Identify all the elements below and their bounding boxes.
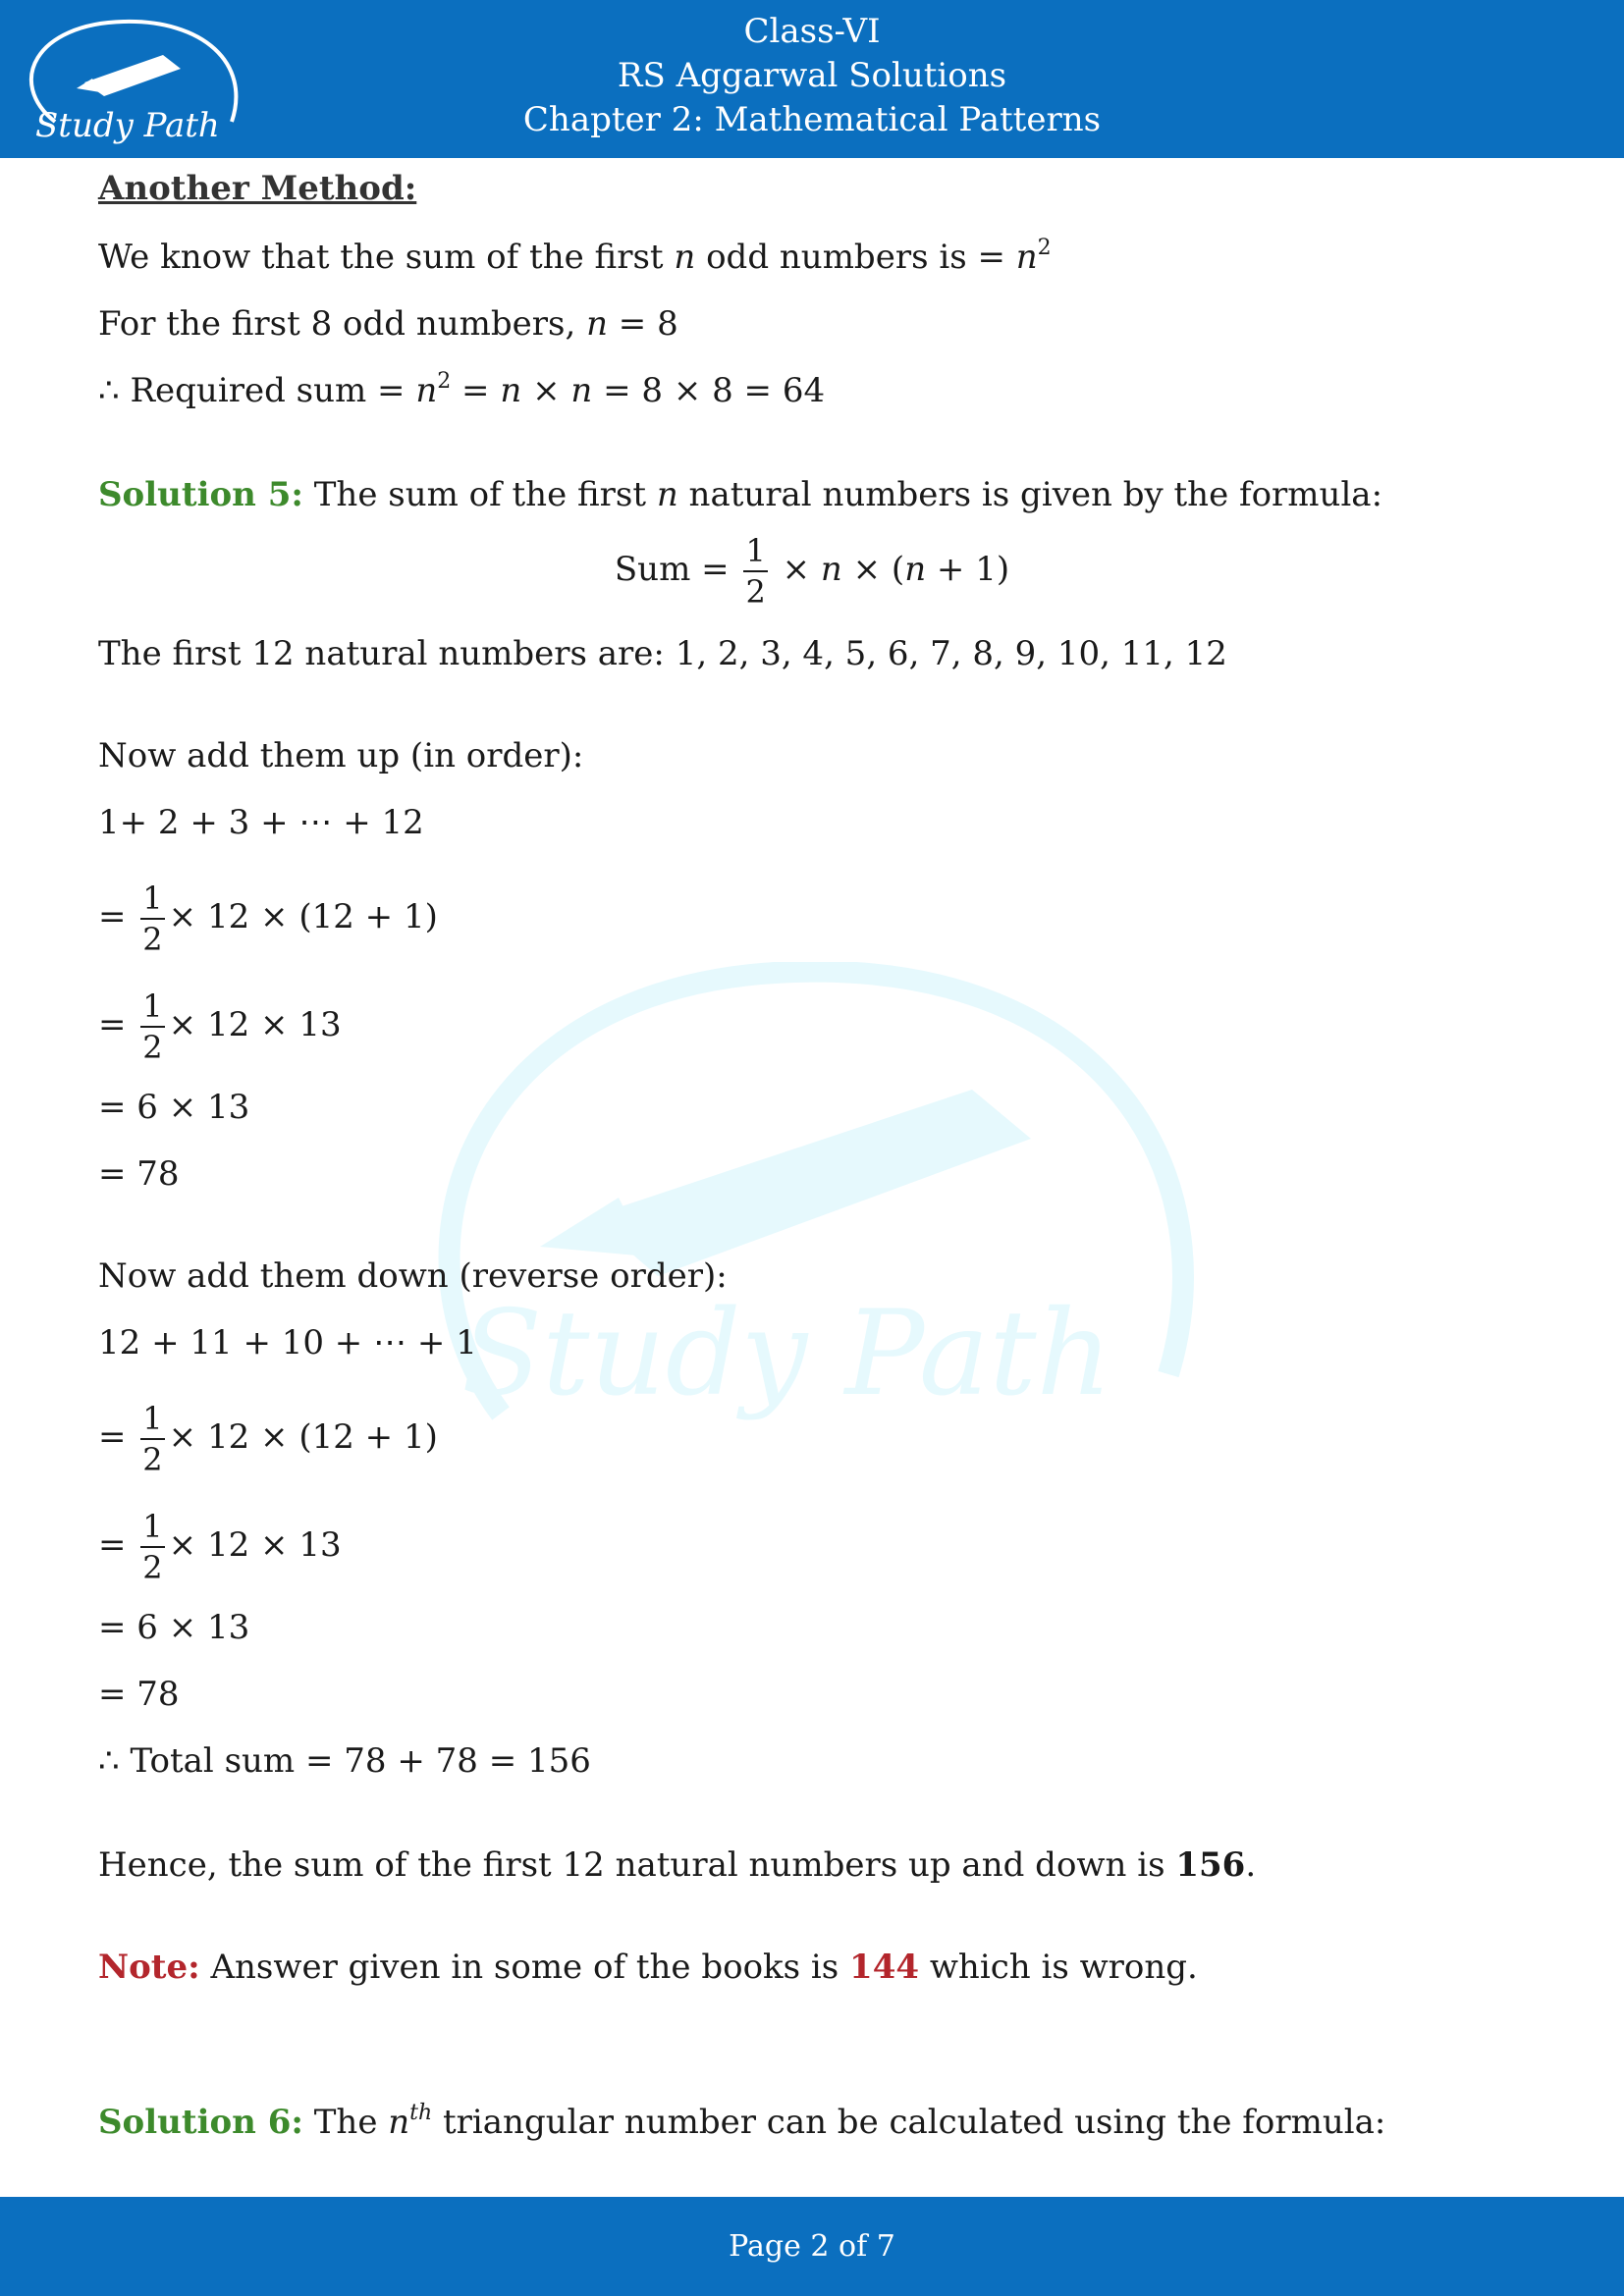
page-number: Page 2 of 7	[729, 2229, 895, 2264]
solution-6-intro: Solution 6: The $n^{th}$ triangular number can be calculated using the formula:	[98, 2101, 1386, 2142]
down-sequence: 12 + 11 + 10 + ⋯ + 1	[98, 1323, 477, 1362]
required-sum: ∴ Required sum = $n^2 = n \times n = 8 \times 8 = 64$	[98, 369, 826, 410]
answer-value: 156	[1175, 1845, 1246, 1885]
up-step-2: = $\frac{1}{2}$ × 12 × 13	[98, 988, 342, 1066]
total-sum: ∴ Total sum = 78 + 78 = 156	[98, 1741, 591, 1781]
watermark-text: Study Path	[461, 1286, 1112, 1422]
up-sequence: 1+ 2 + 3 + ⋯ + 12	[98, 803, 424, 842]
hence-statement: Hence, the sum of the first 12 natural numbers up and down is 156.	[98, 1845, 1257, 1885]
logo-text: Study Path	[35, 106, 220, 145]
solution-5-label: Solution 5:	[98, 475, 303, 514]
watermark-logo	[422, 962, 1208, 1472]
up-step-1: = $\frac{1}{2}$ × 12 × (12 + 1)	[98, 880, 438, 958]
down-step-3: = 6 × 13	[98, 1608, 250, 1647]
first-eight-odd: For the first 8 odd numbers, n = 8	[98, 304, 678, 344]
down-step-1: = $\frac{1}{2}$ × 12 × (12 + 1)	[98, 1400, 438, 1478]
note-label: Note:	[98, 1948, 200, 1987]
add-up-heading: Now add them up (in order):	[98, 736, 584, 775]
header-chapter: Chapter 2: Mathematical Patterns	[522, 100, 1102, 139]
solution-5-intro: Solution 5: The sum of the first n natural numbers is given by the formula:	[98, 475, 1383, 514]
solution-6-label: Solution 6:	[98, 2103, 303, 2142]
first-12-numbers: The first 12 natural numbers are: 1, 2, 3, 4, 5, 6, 7, 8, 9, 10, 11, 12	[98, 634, 1227, 673]
down-step-4: = 78	[98, 1675, 180, 1714]
note-statement: Note: Answer given in some of the books is 144 which is wrong.	[98, 1948, 1198, 1987]
add-down-heading: Now add them down (reverse order):	[98, 1256, 728, 1296]
wrong-answer-value: 144	[849, 1948, 920, 1987]
down-step-2: = $\frac{1}{2}$ × 12 × 13	[98, 1508, 342, 1586]
odd-sum-statement: We know that the sum of the first n odd numbers is = $n^2$	[98, 236, 1052, 277]
up-step-4: = 78	[98, 1154, 180, 1194]
page-header	[0, 0, 1624, 158]
header-book: RS Aggarwal Solutions	[617, 56, 1007, 95]
sum-formula: Sum = $\frac{1}{2}$ × n × (n + 1)	[614, 532, 1010, 611]
another-method-heading: Another Method:	[98, 169, 417, 208]
up-step-3: = 6 × 13	[98, 1088, 250, 1127]
page-footer	[0, 2197, 1624, 2296]
header-class: Class-VI	[743, 12, 881, 51]
